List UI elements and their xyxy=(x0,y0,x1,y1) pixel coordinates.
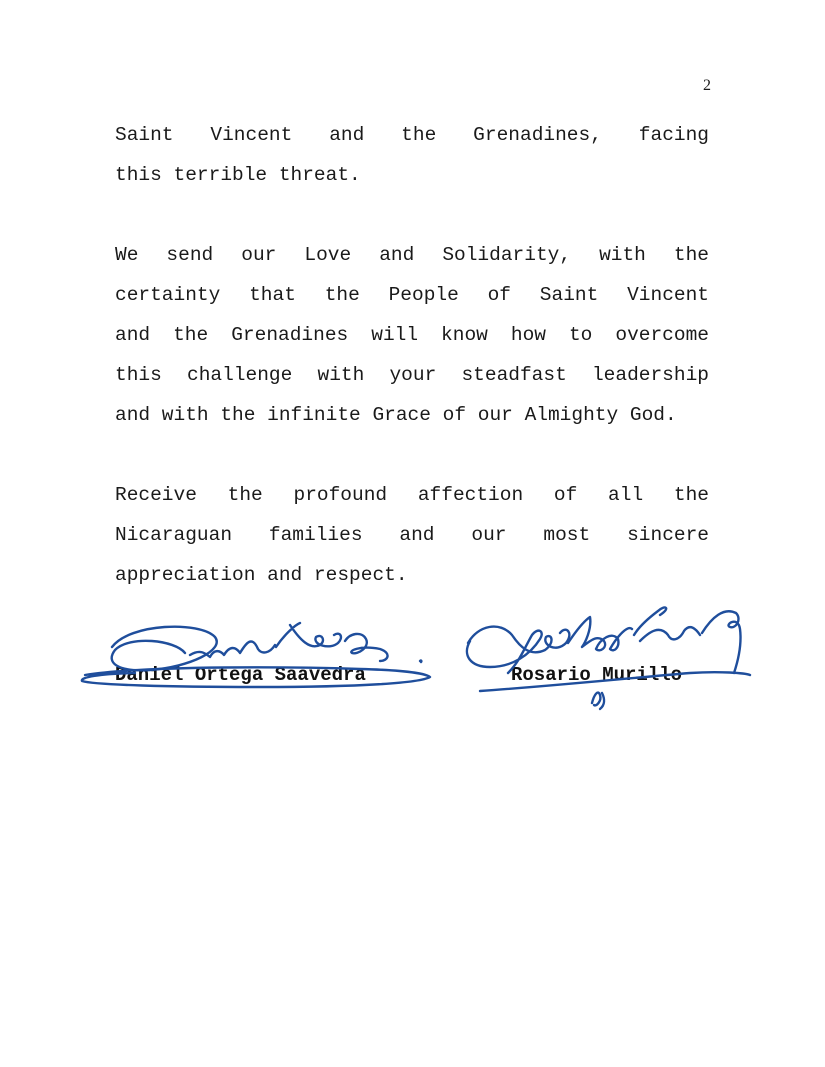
text-line: this terrible threat. xyxy=(115,164,361,186)
signature-block xyxy=(0,595,825,725)
text-line: Nicaraguan families and our most sincere xyxy=(115,524,709,546)
page-number: 2 xyxy=(703,77,711,94)
text-line: this challenge with your steadfast leadership xyxy=(115,364,709,386)
signatory-name-rosario-murillo: Rosario Murillo xyxy=(511,664,683,686)
paragraph xyxy=(115,475,709,595)
text-line: Receive the profound affection of all the xyxy=(115,484,709,506)
handwritten-signatures xyxy=(0,595,825,725)
text-line: We send our Love and Solidarity, with the xyxy=(115,244,709,266)
letter-body xyxy=(115,115,709,635)
signature-rosario-murillo xyxy=(467,608,750,709)
text-line: and the Grenadines will know how to overcome xyxy=(115,324,709,346)
paragraph xyxy=(115,235,709,435)
text-line: certainty that the People of Saint Vincent xyxy=(115,284,709,306)
text-line: Saint Vincent and the Grenadines, facing xyxy=(115,124,709,146)
text-line: appreciation and respect. xyxy=(115,564,408,586)
signatory-name-daniel-ortega: Daniel Ortega Saavedra xyxy=(115,664,366,686)
signature-daniel-ortega xyxy=(82,623,430,687)
paragraph xyxy=(115,115,709,195)
text-line: and with the infinite Grace of our Almighty God. xyxy=(115,404,677,426)
